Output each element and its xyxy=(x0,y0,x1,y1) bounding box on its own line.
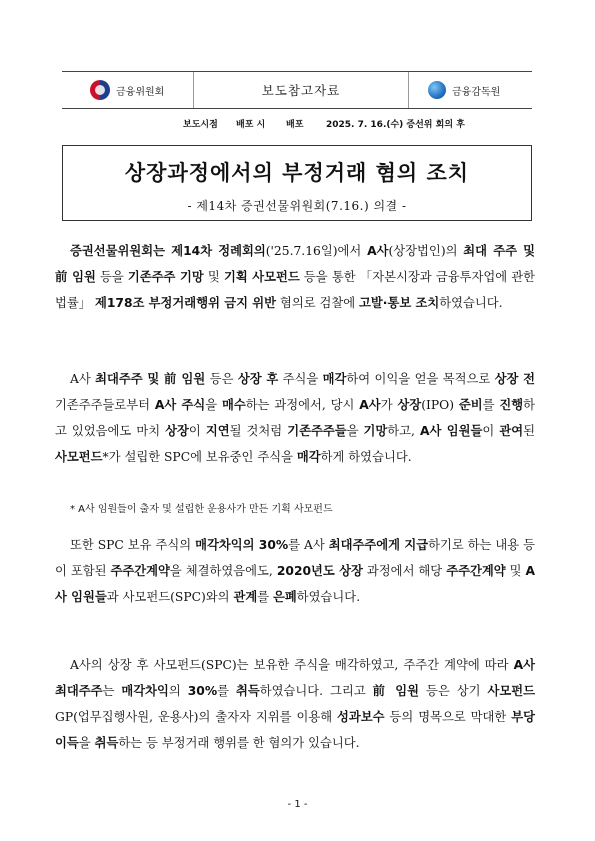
emphasis-text: 사모펀드 xyxy=(55,450,103,464)
doc-type: 보도참고자료 xyxy=(261,83,341,98)
emphasis-text: 준비 xyxy=(458,398,483,412)
title-box xyxy=(62,145,532,221)
emphasis-text: A사 임원들 xyxy=(55,564,535,604)
body-text: 된 xyxy=(523,424,535,438)
emphasis-text: A사 xyxy=(359,398,381,412)
body-text: 등을 xyxy=(95,270,128,284)
body-text: 하는 과정에서, 당시 xyxy=(245,398,360,412)
emphasis-text: 최대주주 및 前 임원 xyxy=(95,372,206,386)
emphasis-text: 상장 xyxy=(397,398,422,412)
body-text: 을 xyxy=(205,398,223,412)
page-number: - 1 - xyxy=(287,799,308,810)
body-paragraph-1 xyxy=(55,238,535,316)
body-text: 이 xyxy=(482,424,500,438)
emphasis-text: 관계 xyxy=(233,590,258,604)
body-text: 하는 등 부정거래 행위를 한 혐의가 있습니다. xyxy=(118,736,360,750)
body-text: 될 것처럼 xyxy=(229,424,288,438)
emphasis-text: 매각차익의 30% xyxy=(195,538,289,552)
body-text: 를 xyxy=(217,684,236,698)
body-text: 기존주주들로부터 xyxy=(55,398,155,412)
body-text: 하였습니다. xyxy=(439,296,503,310)
emphasis-text: 취득 xyxy=(94,736,119,750)
body-text: 를 A사 xyxy=(288,538,329,552)
release-meta xyxy=(183,117,465,130)
body-text: 을 xyxy=(346,424,364,438)
paragraph-indent xyxy=(55,538,70,552)
emphasis-text: 매각 xyxy=(296,450,321,464)
header-right-org xyxy=(408,72,532,108)
emphasis-text: 성과보수 xyxy=(337,710,385,724)
body-text: 하고, xyxy=(387,424,420,438)
emphasis-text: 고발·통보 조치 xyxy=(359,296,440,310)
body-text: 등을 통한 「자본시장과 금융투자업에 관한 법률」 xyxy=(55,270,536,310)
body-text: 를 xyxy=(482,398,500,412)
emphasis-text: 주주간계약 xyxy=(110,564,170,578)
header-left-org xyxy=(62,72,194,108)
emphasis-text: A사 xyxy=(367,244,389,258)
body-text: 는 xyxy=(102,684,122,698)
release-label: 배포 xyxy=(286,120,304,130)
body-text: 주식을 xyxy=(278,372,323,386)
body-text: A사의 상장 후 사모펀드(SPC)는 보유한 주식을 매각하였고, 주주간 계약에 따라 xyxy=(70,658,514,672)
emphasis-text: 30% xyxy=(187,684,218,698)
page-title: 상장과정에서의 부정거래 혐의 조치 xyxy=(124,161,470,185)
emphasis-text: 매수 xyxy=(222,398,246,412)
body-text: 등의 명목으로 막대한 xyxy=(384,710,512,724)
paragraph-indent xyxy=(55,658,70,672)
emphasis-text: 2020년도 상장 xyxy=(276,564,363,578)
emphasis-text: 사모펀드 xyxy=(487,684,535,698)
emphasis-text: 최대 주주 및 前 임원 xyxy=(55,244,535,284)
distribution-label: 배포 시 xyxy=(236,120,266,130)
body-text: 를 xyxy=(257,590,274,604)
body-text: 하게 하였습니다. xyxy=(320,450,412,464)
emphasis-text: A사 임원들 xyxy=(419,424,483,438)
emphasis-text: 상장 후 xyxy=(237,372,279,386)
emphasis-text: 제178조 부정거래행위 금지 위반 xyxy=(94,296,277,310)
body-text: 하고 있었음에도 마치 xyxy=(55,398,536,438)
emphasis-text: 매각차익 xyxy=(121,684,169,698)
emphasis-text: A사 최대주주 xyxy=(55,658,535,698)
fsc-org-name: 금융위원회 xyxy=(116,86,165,98)
body-text: 의 xyxy=(168,684,188,698)
emphasis-text: 관여 xyxy=(499,424,524,438)
emphasis-text: 주주간계약 xyxy=(446,564,506,578)
paragraph-indent xyxy=(55,372,70,386)
emphasis-text: 은폐 xyxy=(273,590,297,604)
fss-logo-icon xyxy=(428,81,446,99)
body-text: 을 체결하였음에도, xyxy=(169,564,277,578)
body-text: *가 설립한 SPC에 보유중인 주식을 xyxy=(102,450,297,464)
embargo-label: 보도시점 xyxy=(183,120,218,130)
emphasis-text: 상장 전 xyxy=(494,372,535,386)
emphasis-text: 상장 xyxy=(165,424,189,438)
body-paragraph-4 xyxy=(55,652,535,756)
header-box xyxy=(62,71,532,109)
emphasis-text: 증권선물위원회는 xyxy=(70,244,172,258)
body-paragraph-2 xyxy=(55,366,535,470)
body-text: ('25.7.16일)에서 xyxy=(265,244,368,258)
emphasis-text: 부당이득 xyxy=(55,710,536,750)
emphasis-text: 취득 xyxy=(236,684,260,698)
emphasis-text: A사 주식 xyxy=(154,398,206,412)
body-text: (상장법인)의 xyxy=(388,244,464,258)
footnote: * A사 임원들이 출자 및 설립한 운용사가 만든 기획 사모펀드 xyxy=(70,504,333,515)
body-text: (IPO) xyxy=(421,398,459,412)
body-text: 이 xyxy=(188,424,206,438)
body-text: 가 xyxy=(380,398,398,412)
body-paragraph-3 xyxy=(55,532,535,610)
body-text: 하여 이익을 얻을 목적으로 xyxy=(346,372,495,386)
body-text: 또한 SPC 보유 주식의 xyxy=(70,538,196,552)
fsc-emblem-icon xyxy=(90,80,110,100)
page-subtitle: - 제14차 증권선물위원회(7.16.) 의결 - xyxy=(187,199,407,213)
body-text: 및 xyxy=(505,564,526,578)
emphasis-text: 기획 사모펀드 xyxy=(223,270,300,284)
emphasis-text: 지연 xyxy=(205,424,230,438)
emphasis-text: 기존주주 기망 xyxy=(127,270,204,284)
body-text: 및 xyxy=(203,270,224,284)
body-text: 하였습니다. 그리고 xyxy=(259,684,373,698)
emphasis-text: 기망 xyxy=(363,424,388,438)
paragraph-indent xyxy=(55,244,70,258)
emphasis-text: 前 임원 xyxy=(372,684,420,698)
emphasis-text: 최대주주에게 지급 xyxy=(328,538,429,552)
release-value: 2025. 7. 16.(수) 증선위 회의 후 xyxy=(326,120,465,130)
body-text: 혐의로 검찰에 xyxy=(276,296,360,310)
doc-type-cell xyxy=(194,72,409,108)
emphasis-text: 매각 xyxy=(322,372,347,386)
body-text: 하기로 하는 내용 등이 포함된 xyxy=(55,538,536,578)
emphasis-text: 기존주주들 xyxy=(287,424,347,438)
body-text: 과 사모펀드(SPC)와의 xyxy=(106,590,234,604)
body-text: 등은 상기 xyxy=(419,684,488,698)
body-text: 등은 xyxy=(205,372,238,386)
body-text: 을 xyxy=(78,736,95,750)
body-text: 하였습니다. xyxy=(296,590,361,604)
emphasis-text: 진행 xyxy=(499,398,524,412)
emphasis-text: 제14차 정례회의 xyxy=(171,244,266,258)
body-text: GP(업무집행사원, 운용사)의 출자자 지위를 이용해 xyxy=(55,710,338,724)
fss-org-name: 금융감독원 xyxy=(452,86,501,98)
body-text: A사 xyxy=(70,372,96,386)
body-text: 과정에서 해당 xyxy=(362,564,447,578)
